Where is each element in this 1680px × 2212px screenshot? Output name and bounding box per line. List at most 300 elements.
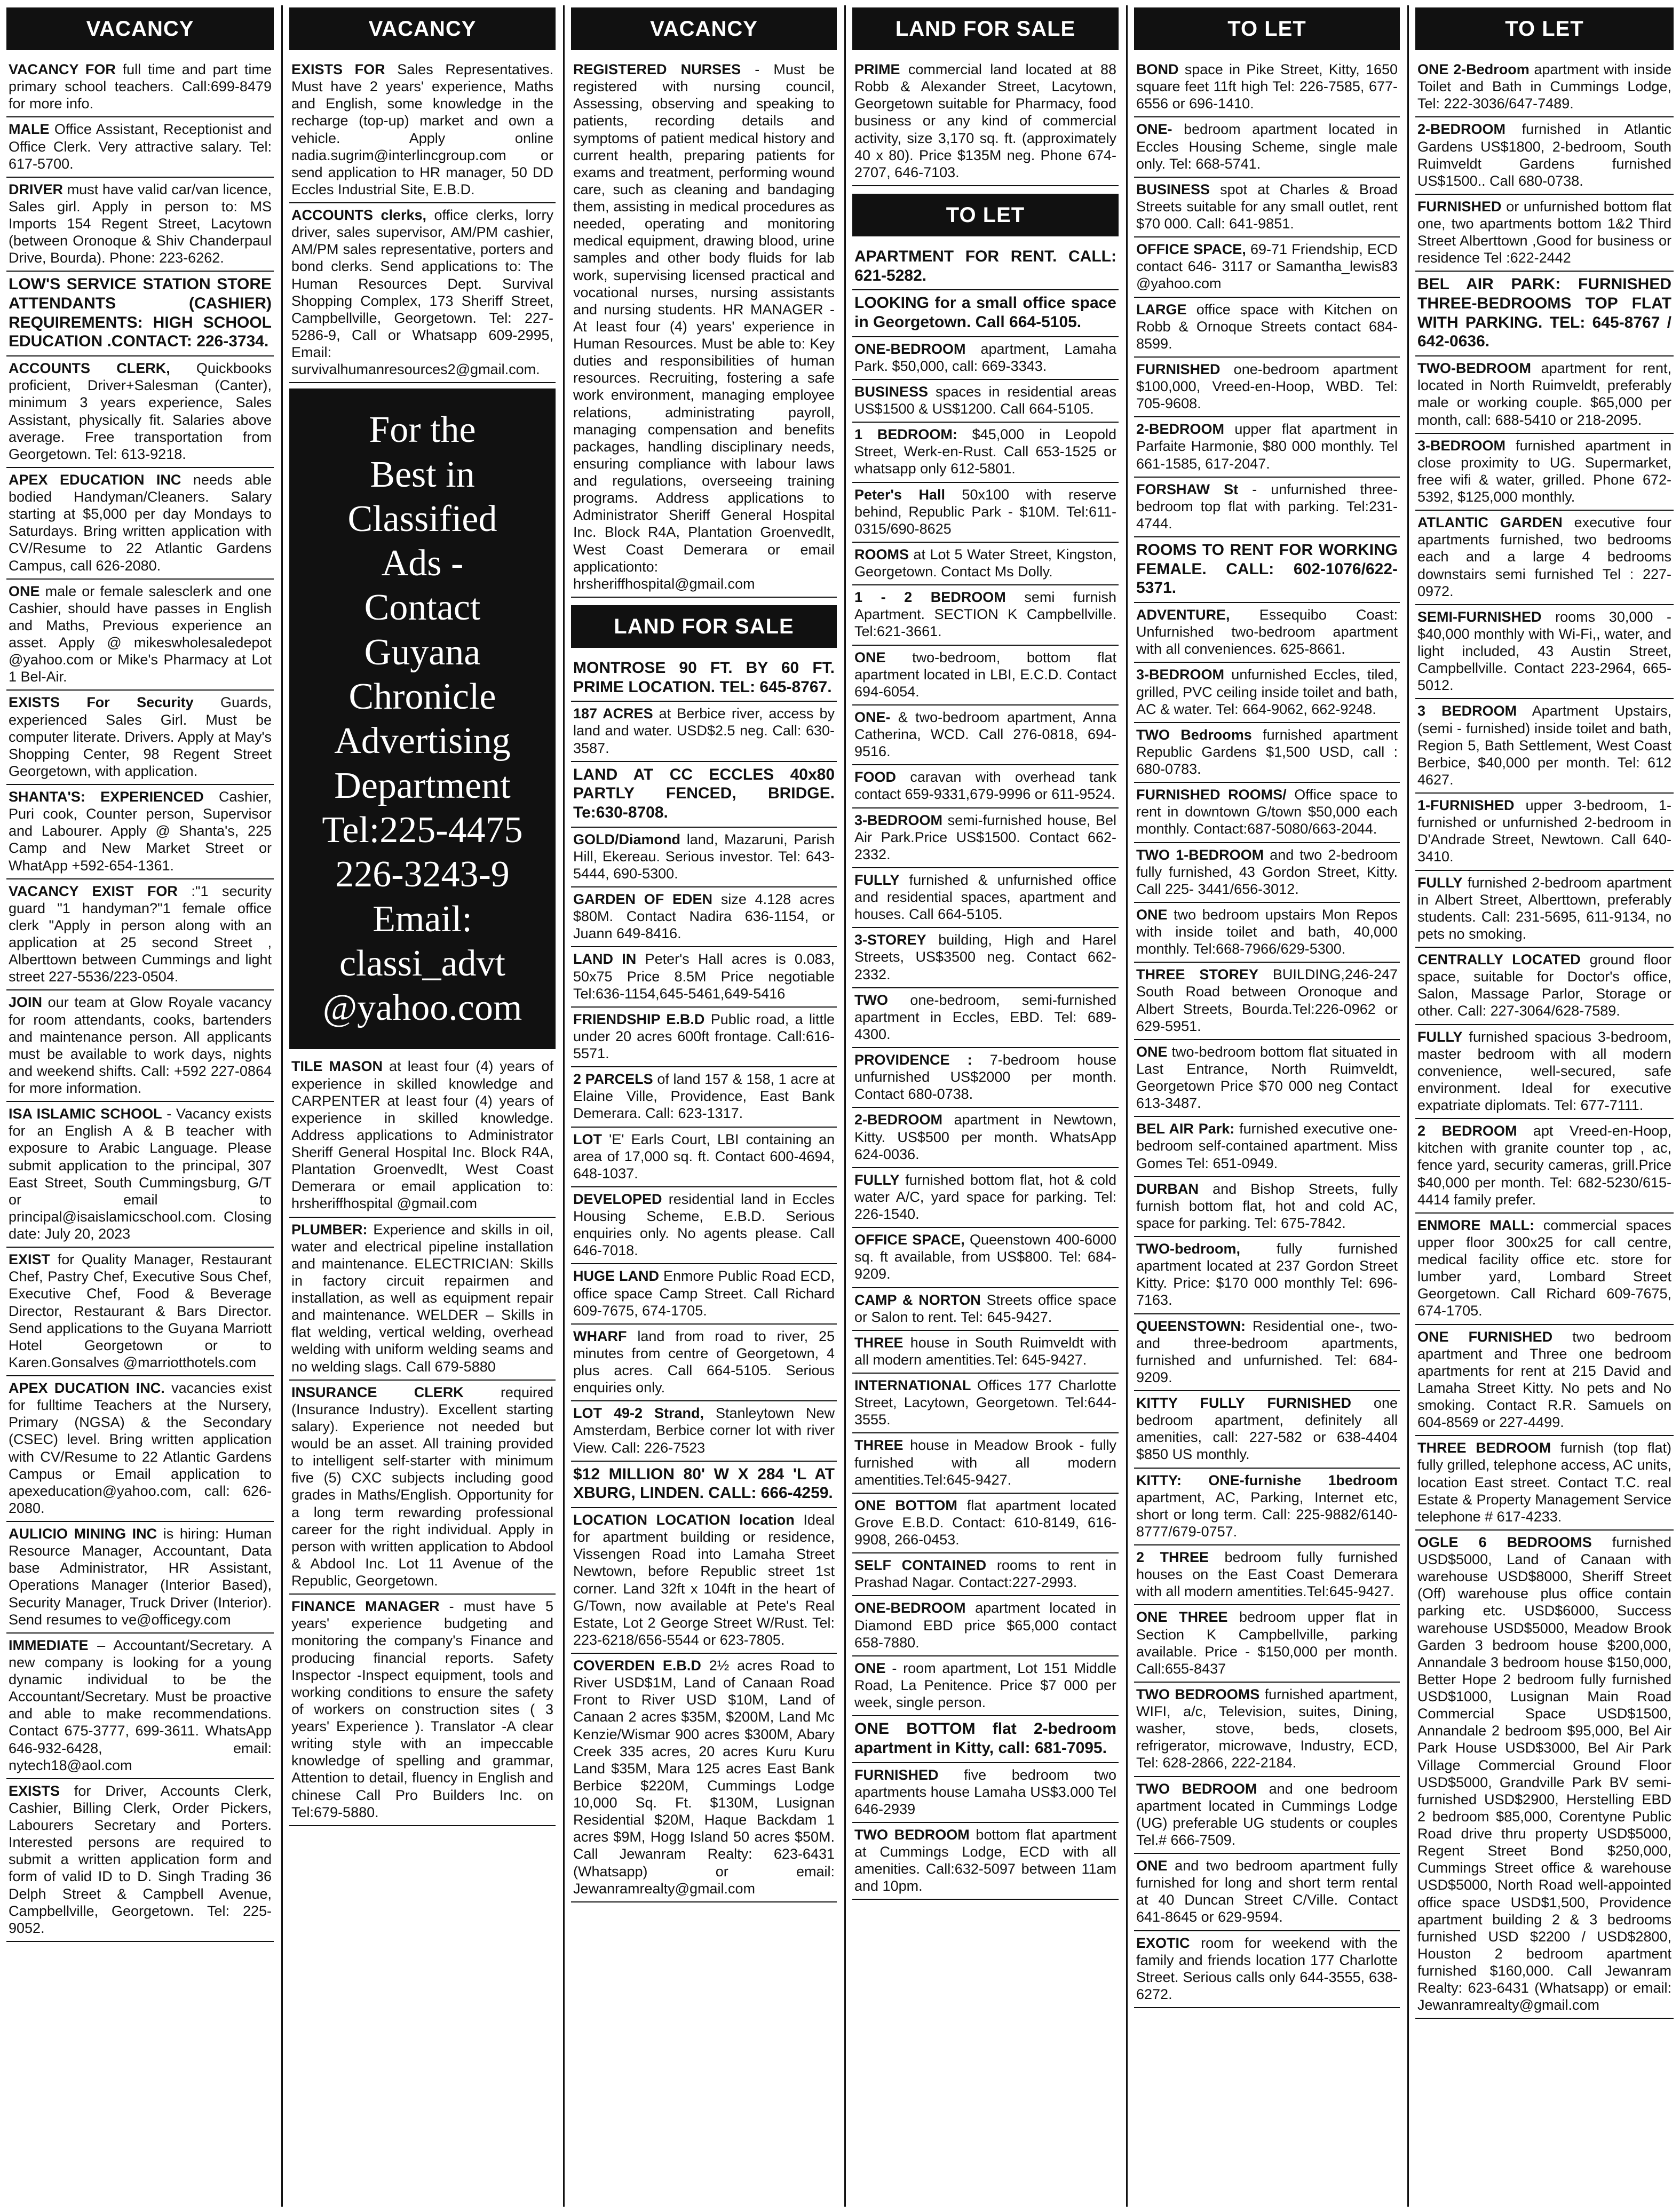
classified-ad <box>852 380 1119 423</box>
banner-line: Tel:225-4475 <box>322 809 523 851</box>
ad-lead: OFFICE SPACE, <box>854 1232 965 1248</box>
ad-lead: INSURANCE CLERK <box>291 1384 464 1400</box>
classified-ad <box>6 1102 274 1248</box>
banner-line: Contact <box>364 587 481 629</box>
ad-text: caravan with overhead tank contact 659-9331,679-9996 or 611-9524. <box>854 769 1116 803</box>
ad-text: furnished apartment in close proximity to UG. Supermarket, free wifi & water, grilled. Phone 672-5392, $125,000 monthly. <box>1417 437 1671 505</box>
ad-lead: FURNISHED ROOMS/ <box>1136 787 1287 803</box>
classified-ad <box>852 1553 1119 1596</box>
ad-lead: ONE FURNISHED <box>1417 1328 1553 1345</box>
classified-ad <box>852 928 1119 988</box>
banner-line: Guyana <box>364 631 481 673</box>
classified-ad <box>289 1381 556 1595</box>
section-header: VACANCY <box>571 7 837 50</box>
ad-text: spot at Charles & Broad Streets suitable for any small outlet, rent $70 000. Call: 641-9851. <box>1136 181 1398 232</box>
classified-ad <box>571 1508 837 1654</box>
ad-text: house in South Ruimveldt with all modern amentities.Tel: 645-9427. <box>854 1334 1116 1368</box>
ad-lead: ONE THREE <box>1136 1609 1228 1626</box>
classified-ad <box>1134 1683 1400 1777</box>
ad-lead: AULICIO MINING INC <box>9 1526 157 1542</box>
ad-lead: 2-BEDROOM <box>1136 421 1225 438</box>
classified-ad <box>6 691 274 785</box>
ad-text: building, High and Harel Streets, US$3500 neg. Contact 662-2332. <box>854 932 1116 982</box>
classified-ad <box>289 1595 556 1826</box>
ad-text: apartment located in Diamond EBD price $65,000 contact 658-7880. <box>854 1600 1116 1651</box>
ad-text: apartment, AC, Parking, Internet etc, short or long term. Call: 225-9882/6140-8777/679-0757. <box>1136 1489 1398 1540</box>
classified-ad <box>852 58 1119 186</box>
ad-lead: FULLY <box>1417 1028 1463 1045</box>
classified-ad <box>1415 1436 1674 1531</box>
ad-lead: INTERNATIONAL <box>854 1377 971 1393</box>
ad-text: - must have 5 years' experience budgeting and monitoring the company's Finance and producing financial reports. Safety Inspector -Inspect equipment, tools and working conditions to ensure the safety of workers on construction sites ( 3 years' Experience ). Translator -A clear writing style with an impeccable knowledge of spelling and grammar, Attention to detail, fluency in English and chinese Call Pro Builders Inc. on Tel:679-5880. <box>291 1598 553 1820</box>
classified-ad <box>1134 663 1400 723</box>
classified-ad <box>1134 358 1400 417</box>
ad-lead: EXISTS <box>9 1782 60 1799</box>
ad-lead: FULLY <box>854 1171 900 1188</box>
ad-list <box>852 244 1119 1900</box>
ad-lead: JOIN <box>9 994 43 1011</box>
ad-lead: VACANCY EXIST FOR <box>9 883 178 899</box>
ad-lead: FULLY <box>1417 874 1463 891</box>
ad-lead: $12 MILLION 80' W X 284 'L AT XBURG, LINDEN. CALL: 666-4259. <box>573 1465 835 1502</box>
ad-lead: ROOMS <box>854 546 909 562</box>
ad-lead: TWO BEDROOMS <box>1136 1686 1260 1702</box>
ad-lead: OFFICE SPACE, <box>1136 241 1246 258</box>
section-header: LAND FOR SALE <box>852 7 1119 50</box>
ad-text: furnished apartment, WIFI, a/c, Television, suites, Dining, washer, stove, beds, closets, refrigerator, microwave, Industry, ECD, Tel: 628-2866, 222-2184. <box>1136 1686 1398 1771</box>
ad-lead: TWO BEDROOM <box>854 1826 970 1843</box>
ad-text: furnished 2-bedroom apartment in Albert Street, Alberttown, preferably students. Call: 231-5695, 611-9134, no pets no smoking. <box>1417 874 1671 942</box>
ad-lead: FURNISHED <box>1136 361 1221 377</box>
ad-lead: TWO-bedroom, <box>1136 1241 1240 1257</box>
classified-ad <box>1134 1931 1400 2009</box>
ad-lead: ONE <box>854 1660 886 1676</box>
classified-ad <box>1134 58 1400 117</box>
ad-text: apartment in Newtown, Kitty. US$500 per month. WhatsApp 624-0036. <box>854 1112 1116 1162</box>
ad-text: apt Vreed-en-Hoop, kitchen with granite counter top , ac, fence yard, security cameras, grill.Price $40,000 per month. Tel: 682-5230/615-4414 family prefer. <box>1417 1123 1671 1208</box>
ad-lead: THREE BEDROOM <box>1417 1440 1551 1456</box>
ad-text: full time and part time primary school teachers. Call:699-8479 for more info. <box>9 61 272 112</box>
classified-ad <box>852 705 1119 765</box>
ad-lead: ROOMS TO RENT FOR WORKING FEMALE. CALL: 602-1076/622-5371. <box>1136 541 1398 597</box>
section-header: LAND FOR SALE <box>571 605 837 648</box>
ad-lead: ONE <box>1136 1043 1168 1060</box>
ad-text: furnished spacious 3-bedroom, master bedroom with all modern convenience, well-secured, safe environment. Ideal for executive expatriate diplomats. Tel: 677-7111. <box>1417 1028 1671 1113</box>
ad-lead: WHARF <box>573 1328 627 1344</box>
classified-ad <box>1415 356 1674 434</box>
ad-lead: LAND AT CC ECCLES 40x80 PARTLY FENCED, BRIDGE. Te:630-8708. <box>573 765 835 821</box>
section-header: TO LET <box>1415 7 1674 50</box>
banner-line: Chronicle <box>348 676 496 718</box>
ad-lead: 2 PARCELS <box>573 1071 653 1088</box>
classified-ad <box>1134 1605 1400 1683</box>
classified-ad <box>852 423 1119 482</box>
classified-ad <box>289 58 556 203</box>
ad-lead: IMMEDIATE <box>9 1637 89 1653</box>
ad-lead: ISA ISLAMIC SCHOOL <box>9 1106 162 1122</box>
ad-text: 'E' Earls Court, LBI containing an area of 17,000 sq. ft. Contact 600-4694, 648-1037. <box>573 1131 835 1182</box>
ad-text: executive four apartments furnished, two bedrooms each and a large 4 bedrooms downstairs semi furnished Tel : 227-0972. <box>1417 514 1671 599</box>
ad-lead: 2 THREE <box>1136 1549 1209 1566</box>
ad-lead: TWO-BEDROOM <box>1417 360 1531 377</box>
ad-text: bedroom fully furnished houses on the East Coast Demerara with all modern amentities.Tel:645-9427. <box>1136 1549 1398 1600</box>
classified-ad <box>1415 1325 1674 1437</box>
ad-text: of land 157 & 158, 1 acre at Elaine Ville, Providence, East Bank Demerara. Call: 623-1317. <box>573 1071 835 1122</box>
ad-text: semi furnish Apartment. SECTION K Campbellville. Tel:621-3661. <box>854 589 1117 640</box>
ad-text: land, Mazaruni, Parish Hill, Ekereau. Serious investor. Tel: 643-5444, 690-5300. <box>573 831 835 882</box>
ad-lead: ENMORE MALL: <box>1417 1217 1535 1233</box>
classified-ad <box>1415 1531 1674 2019</box>
ad-lead: ONE-BEDROOM <box>854 340 966 357</box>
classified-ad <box>852 988 1119 1048</box>
ad-lead: ONE <box>9 583 40 599</box>
ad-text: needs able bodied Handyman/Cleaners. Salary starting at $5,000 per day Mondays to Saturdays. Bring written application with CV/Resume to 22 Atlantic Gardens Campus, call 626-2080. <box>9 471 272 574</box>
ad-lead: GARDEN OF EDEN <box>573 891 713 908</box>
ad-text: five bedroom two apartments house Lamaha US$3.000 Tel 646-2939 <box>854 1766 1116 1817</box>
ad-lead: ACCOUNTS CLERK, <box>9 360 170 377</box>
ad-lead: PRIME <box>854 61 900 77</box>
ad-text: apartment with inside Toilet and Bath in Cummings Lodge, Tel: 222-3036/647-7489. <box>1417 61 1671 112</box>
ad-lead: THREE <box>854 1437 904 1454</box>
ad-lead: MONTROSE 90 FT. BY 60 FT. PRIME LOCATION. TEL: 645-8767. <box>573 659 835 696</box>
banner-line: Department <box>334 765 511 806</box>
classified-ad <box>1134 903 1400 963</box>
ad-text: space in Pike Street, Kitty, 1650 square feet 11ft high Tel: 226-7585, 677-6556 or 696-1410. <box>1136 61 1398 112</box>
classified-ad <box>1415 871 1674 948</box>
ad-text: apartment for rent, located in North Ruimveldt, preferably male or working couple. $65,000 per month, call: 688-5410 or 218-2095. <box>1417 360 1671 428</box>
ad-text: Stanleytown New Amsterdam, Berbice corner lot with river View. Call: 226-7523 <box>573 1405 835 1456</box>
ad-text: one-bedroom apartment $100,000, Vreed-en-Hoop, WBD. Tel: 705-9608. <box>1136 361 1398 412</box>
classified-ad <box>852 868 1119 928</box>
ad-text: or unfurnished bottom flat one, two apartments bottom 1&2 Third Street Alberttown ,Good for business or residence Tel :622-2442 <box>1417 198 1671 266</box>
ad-text: furnished executive one-bedroom self-contained apartment. Miss Gomes Tel: 651-0949. <box>1136 1121 1398 1171</box>
ad-lead: FULLY <box>854 871 900 888</box>
ad-list <box>1415 58 1674 2019</box>
ad-lead: LOCATION LOCATION location <box>573 1512 795 1528</box>
classified-ad <box>1415 58 1674 117</box>
ad-text: - Vacancy exists for an English A & B teacher with exposure to Arabic Language. Please submit application to the principal, 307 East Street, South Cummingsburg, G/T or email to principal@isaislamicschool.com. Closing date: July 20, 2023 <box>9 1106 272 1242</box>
ad-text: rooms to rent in Prashad Nagar. Contact:227-2993. <box>854 1557 1116 1591</box>
ad-lead: PLUMBER: <box>291 1221 368 1238</box>
ad-text: bedroom apartment located in Eccles Housing Scheme, single male only. Tel: 668-5741. <box>1136 121 1398 172</box>
ad-text: Queenstown 400-6000 sq. ft available, from US$800. Tel: 684-9209. <box>854 1232 1116 1282</box>
column-1 <box>0 0 280 2212</box>
column-2 <box>283 0 562 2212</box>
classified-ad <box>6 468 274 580</box>
ad-text: fully furnished apartment located at 237 Gordon Street Kitty. Price: $170 000 monthly Tel: 696-7163. <box>1136 1241 1398 1309</box>
ad-text: Offices 177 Charlotte Street, Lacytown, Georgetown. Tel:644-3555. <box>854 1377 1116 1428</box>
ad-lead: ONE-BEDROOM <box>854 1600 966 1616</box>
classified-ad <box>1134 117 1400 177</box>
ad-text: $45,000 in Leopold Street, Werk-en-Rust. Call 653-1525 or whatsapp only 612-5801. <box>854 426 1116 477</box>
ad-text: required (Insurance Industry). Excellent starting salary). Experience not needed but would be an asset. All training provided to intelligent self-starter with minimum five (5) CXC subjects including good grades in Maths/English. Opportunity for a long term rewarding professional career for the right individual. Apply in person with written application to Abdool & Abdool Inc. Lot 11 Avenue of the Republic, Georgetown. <box>291 1384 553 1589</box>
ad-text: at least four (4) years of experience in skilled knowledge and CARPENTER at least four (4) years of experience in skilled knowledge. Address applications to Administrator Sheriff General Hospital Inc. Block R4A, Plantation Groenvedlt, West Coast Demerara or email application to: hrsheriffhospital @gmail.com <box>291 1058 554 1212</box>
section-header: VACANCY <box>6 7 274 50</box>
classified-ad <box>6 785 274 879</box>
ad-lead: REGISTERED NURSES <box>573 61 741 77</box>
ad-lead: SHANTA'S: EXPERIENCED <box>9 789 204 805</box>
ad-text: and two 2-bedroom fully furnished, 43 Gordon Street, Kitty. Call 225- 3441/656-3012. <box>1136 846 1398 897</box>
classified-ad <box>6 117 274 177</box>
ad-text: for Quality Manager, Restaurant Chef, Pastry Chef, Executive Sous Chef, Executive Chef, Food & Beverage Director, Restaurant & Bars Director. Send applications to the Guyana Marriott Hotel Georgetown or to Karen.Gonsalves @marriotthotels.com <box>9 1251 272 1370</box>
ad-text: and one bedroom apartment located in Cummings Lodge (UG) preferable UG students or couples Tel.# 666-7509. <box>1136 1780 1398 1848</box>
classified-ad <box>571 1401 837 1461</box>
ad-text: Peter's Hall acres is 0.083, 50x75 Price 8.5M Price negotiable Tel:636-1154,645-5461,649-5416 <box>573 951 835 1002</box>
classified-ad <box>571 828 837 887</box>
classified-ad <box>852 290 1119 337</box>
ad-text: - room apartment, Lot 151 Middle Road, La Penitence. Price $7 000 per week, single person. <box>854 1660 1116 1710</box>
ad-text: land from road to river, 25 minutes from centre of Georgetown, 4 plus acres. Call 664-5105. Serious enquiries only. <box>573 1328 835 1396</box>
ad-text: flat apartment located Grove E.B.D. Contact: 610-8149, 616-9908, 266-0453. <box>854 1497 1116 1548</box>
ad-lead: ONE- <box>854 709 891 725</box>
ad-lead: PROVIDENCE : <box>854 1052 972 1068</box>
ad-text: furnished bottom flat, hot & cold water A/C, yard space for parking. Tel: 226-1540. <box>854 1171 1116 1222</box>
ad-list <box>6 58 274 1942</box>
ad-text: for Driver, Accounts Clerk, Cashier, Billing Clerk, Order Pickers, Labourers Secretary and Porters. Interested persons are required to submit a written application form and form of valid ID to D. Singh Trading 36 Delph Street & Campbell Avenue, Campbellville, Georgetown. Tel: 225-9052. <box>9 1782 272 1936</box>
banner-line: Email: <box>373 898 472 940</box>
ad-text: ground floor space, suitable for Doctor's office, Salon, Massage Parlor, Storage or other. Call: 227-3064/628-7589. <box>1417 952 1671 1019</box>
ad-text: two-bedroom, bottom flat apartment located in LBI, E.C.D. Contact 694-6054. <box>854 649 1116 700</box>
ad-text: Sales Representatives. Must have 2 years' experience, Maths and English, some knowledge in the recharge (top-up) market and own a vehicle. Apply online nadia.sugrim@interlincgroup.com or send application to HR manager, 50 DD Eccles Industrial Site, E.B.D. <box>291 61 553 197</box>
ad-lead: ONE <box>1136 906 1168 923</box>
ad-text: & two-bedroom apartment, Anna Catherina, WCD. Call 276-0818, 694-9516. <box>854 709 1116 760</box>
ad-lead: LOOKING for a small office space in Georgetown. Call 664-5105. <box>854 294 1116 331</box>
classified-ad <box>6 580 274 691</box>
classified-ad <box>1134 723 1400 783</box>
ad-lead: 2-BEDROOM <box>854 1112 943 1128</box>
classified-ad <box>571 1008 837 1067</box>
classified-ad <box>852 808 1119 868</box>
ad-lead: ONE 2-Bedroom <box>1417 61 1530 77</box>
ad-lead: CENTRALLY LOCATED <box>1417 952 1581 968</box>
ad-lead: OGLE 6 BEDROOMS <box>1417 1534 1592 1550</box>
ad-lead: ONE BOTTOM flat 2-bedroom apartment in Kitty, call: 681-7095. <box>854 1720 1116 1757</box>
classified-ad <box>1134 963 1400 1040</box>
ad-lead: EXISTS For Security <box>9 694 194 711</box>
classified-ad <box>289 203 556 383</box>
ad-text: upper 3-bedroom, 1-furnished or unfurnished 2-bedroom in D'Andrade Street, Newtown. Call 640-3410. <box>1417 797 1671 865</box>
classified-ad <box>1134 1391 1400 1469</box>
ad-lead: 3-STOREY <box>854 932 926 948</box>
classified-ad <box>1415 794 1674 871</box>
ad-lead: 1 - 2 BEDROOM <box>854 589 1006 606</box>
classified-ad <box>852 1168 1119 1228</box>
ad-text: spaces in residential areas US$1500 & US$1200. Call 664-5105. <box>854 383 1116 417</box>
ad-lead: 2-BEDROOM <box>1417 121 1506 138</box>
ad-lead: APEX DUCATION INC. <box>9 1380 165 1396</box>
ad-text: Apartment Upstairs, (semi - furnished) inside toilet and bath, Region 5, Bath Settlement, West Coast Berbice, $40,000 per month. Tel: 612 4627. <box>1417 703 1671 788</box>
ad-text: – Accountant/Secretary. A new company is looking for a young dynamic individual to be the Accountant/Secretary. Must be proactive and able to make recommendations. Contact 675-3777, 699-3611. WhatsApp 646-932-6428, email: nytech18@aol.com <box>9 1637 272 1773</box>
classified-ad <box>571 1187 837 1265</box>
ad-text: Enmore Public Road ECD, office space Camp Street. Call Richard 609-7675, 674-1705. <box>573 1268 835 1319</box>
classified-ad <box>1134 1545 1400 1605</box>
ad-lead: KITTY FULLY FURNISHED <box>1136 1395 1351 1412</box>
classified-ad <box>1415 511 1674 605</box>
ad-text: BUILDING,246-247 South Road between Oronoque and Albert Streets, Bourda.Tel:226-0962 or 629-5951. <box>1136 966 1398 1034</box>
ad-text: one-bedroom, semi-furnished apartment in Eccles, EBD. Tel: 689-4300. <box>854 992 1116 1042</box>
section-header: TO LET <box>852 194 1119 236</box>
classified-ad <box>571 947 837 1007</box>
ad-lead: FOOD <box>854 769 896 786</box>
ad-text: furnished apartment Republic Gardens $1,500 USD, call : 680-0783. <box>1136 726 1398 778</box>
ad-text: Streets office space or Salon to rent. Tel: 645-9427. <box>854 1291 1116 1325</box>
ad-text: Residential one-, two- and three-bedroom apartments, furnished and unfurnished. Tel: 684-9209. <box>1136 1318 1398 1385</box>
ad-lead: TWO <box>854 992 888 1008</box>
ad-text: male or female salesclerk and one Cashier, should have passes in English and Maths, Previous experience an asset. Apply @ mikeswholesaledepot @yahoo.com or Mike's Pharmacy at Lot 1 Bel-Air. <box>9 583 272 685</box>
classified-ad <box>571 1067 837 1127</box>
column-5 <box>1128 0 1406 2212</box>
ad-text: commercial spaces upper floor 300x25 for call centre, medical facility office etc. store for lumber yard, Lombard Street Georgetown. Call Richard 609-7675, 674-1705. <box>1417 1217 1671 1319</box>
ad-lead: FURNISHED <box>1417 198 1502 215</box>
classified-ad <box>1415 699 1674 794</box>
ad-text: Public road, a little under 20 acres 600ft frontage. Call:616-5571. <box>573 1011 835 1062</box>
classified-ad <box>852 1374 1119 1433</box>
classified-ad <box>1134 1777 1400 1854</box>
ad-text: furnished in Atlantic Gardens US$1800, 2-bedroom, South Ruimveldt Gardens furnished US$1500.. Call 680-0738. <box>1417 121 1671 189</box>
classified-ad <box>571 762 837 828</box>
classified-ad <box>1415 1214 1674 1325</box>
ad-lead: DEVELOPED <box>573 1191 662 1207</box>
classified-ad <box>1415 1025 1674 1120</box>
classified-ad <box>6 58 274 117</box>
classified-ad <box>852 1494 1119 1553</box>
classified-ad <box>571 1264 837 1324</box>
classified-ad <box>1134 1177 1400 1237</box>
classified-ad <box>571 1462 837 1508</box>
ad-text: furnished USD$5000, Land of Canaan with warehouse USD$8000, Sheriff Street (Off) warehouse plus office contain parking etc. USD$6000, Success warehouse USD$5000, Meadow Brook Garden 3 bedroom house $200,000, Annandale 3 bedroom house $150,000, Better Hope 2 bedroom fully furnished USD$1000, Lusignan Main Road Commercial Space USD$1500, Annandale 2 bedroom $95,000, Bel Air Park House USD$3000, Bel Air Park Village Commercial Ground Floor USD$5000, Grandville Park BV semi-furnished USD$2900, Herstelling EBD 2 bedroom $85,000, Corentyne Public Road drive thru property USD$5000, Regent Street Bond $250,000, Cummings Street office & warehouse USD$5000, North Road well-appointed office space USD$1,500, Providence apartment building 2 & 3 bedrooms furnished USD $2200 / USD$2800, Houston 2 bedroom apartment furnished $160,000. Call Jewanram Realty: 623-6431 (Whatsapp) or email: Jewanramrealty@gmail.com <box>1417 1534 1671 2013</box>
ad-text: commercial land located at 88 Robb & Alexander Street, Lacytown, Georgetown suitable for Pharmacy, food business or any kind of commercial activity, size 3,170 sq. ft. (approximately 40 x 80). Price $135M neg. Phone 674-2707, 646-7103. <box>854 61 1116 180</box>
classified-ad <box>6 1634 274 1779</box>
classified-ad <box>1134 537 1400 603</box>
ad-text: two bedroom apartment and Three one bedroom apartments for rent at 215 David and Lamaha Street Kitty. No pets and No smoking. Contact R.R. Samuels on 604-8569 or 227-4499. <box>1417 1328 1671 1431</box>
ad-text: is hiring: Human Resource Manager, Accountant, Data base Administrator, HR Assistant, Operations Manager (Interior Based), Security Manager, Truck Driver (Interior). Send resumes to ve@officegy.com <box>9 1526 272 1628</box>
classified-ad <box>852 1288 1119 1331</box>
classified-ad <box>1415 434 1674 511</box>
ad-lead: 1-FURNISHED <box>1417 797 1515 813</box>
ad-list <box>1134 58 1400 2008</box>
ad-text: Experience and skills in oil, water and electrical pipeline installation and maintenance. ELECTRICIAN: Skills in factory circuit repairmen and installation, as well as equipment repair and maintenance. WELDER – Skills in flat welding, vertical welding, overhead welding with uniform welding seams and no welding slags. Call 679-5880 <box>291 1221 553 1375</box>
ad-text: Guards, experienced Sales Girl. Must be computer literate. Drivers. Apply at May's Shopping Center, 98 Regent Street Georgetown, with application. <box>9 694 272 779</box>
ad-list <box>289 58 556 383</box>
classified-ad <box>6 1522 274 1634</box>
ad-lead: CAMP & NORTON <box>854 1291 981 1308</box>
ad-text: one bedroom apartment, definitely all amenities, call: 227-582 or 638-4404 $850 US monthly. <box>1136 1395 1398 1463</box>
ad-lead: SEMI-FURNISHED <box>1417 608 1542 625</box>
ad-lead: GOLD/Diamond <box>573 831 680 847</box>
ad-text: furnish (top flat) fully grilled, telephone access, AC units, location East street. Contact T.C. real Estate & Property Management Service telephone # 617-4233. <box>1417 1440 1671 1525</box>
ad-lead: LAND IN <box>573 951 637 968</box>
ad-text: two-bedroom bottom flat situated in Last Entrance, North Ruimveldt, Georgetown Price $70 000 neg Contact 613-3487. <box>1136 1043 1398 1112</box>
classified-ad <box>852 646 1119 705</box>
ad-lead: TWO Bedrooms <box>1136 726 1252 743</box>
ad-lead: ACCOUNTS clerks, <box>291 207 427 223</box>
section-header: TO LET <box>1134 7 1400 50</box>
ad-text: - unfurnished three-bedroom top flat with parking. Tel:231-4744. <box>1136 481 1398 532</box>
ad-text: 7-bedroom house unfurnished US$2000 per month. Contact 680-0738. <box>854 1052 1116 1103</box>
classified-ad <box>6 356 274 468</box>
classified-ad <box>1415 1119 1674 1214</box>
classified-ad <box>852 1108 1119 1168</box>
ad-text: - Must be registered with nursing council, Assessing, observing and speaking to patients, recording details and symptoms of patient medical history and current health, preparing patients for exams and treatment, performing wound care, such as cleaning and bandaging them, assisting in medical procedures as needed, operating and monitoring medical equipment, drawing blood, urine samples and other body fluids for lab work, supervising licensed practical and vocational nurses, nursing assistants and nursing students. HR MANAGER - At least four (4) years' experience in Human Resources. Must be able to: Key duties and responsibilities of human resources. Recruiting, fostering a safe work environment, managing employee relations, administrating payroll, managing compensation and benefits packages, handling disciplinary needs, ensuring compliance with labour laws and regulations, overseeing training programs. Address applications to Administrator Sheriff General Hospital Inc. Block R4A, Plantation Groenvedlt, West Coast Demerara or email applicationto: hrsheriffhospital@gmail.com <box>573 61 835 592</box>
ad-lead: MALE <box>9 121 50 138</box>
classified-ad <box>852 543 1119 585</box>
ad-list <box>852 58 1119 186</box>
ad-text: furnished & unfurnished office and residential spaces, apartment and houses. Call 664-5105. <box>854 871 1116 923</box>
ad-text: bedroom upper flat in Section K Campbellville, parking available. Price - $150,000 per month. Call:655-8437 <box>1136 1609 1398 1677</box>
classified-ad <box>852 1716 1119 1763</box>
classified-ad <box>1415 195 1674 272</box>
ad-lead: LOW'S SERVICE STATION STORE ATTENDANTS (CASHIER) REQUIREMENTS: HIGH SCHOOL EDUCATION .CONTACT: 226-3734. <box>9 275 272 351</box>
ad-lead: FORSHAW St <box>1136 481 1239 497</box>
classified-ad <box>852 765 1119 808</box>
column-6 <box>1409 0 1680 2212</box>
classified-ad <box>852 244 1119 290</box>
section-header: VACANCY <box>289 7 556 50</box>
banner-line: Best in <box>370 454 475 495</box>
classified-ad <box>571 702 837 762</box>
ad-lead: LOT <box>573 1131 602 1147</box>
ad-lead: ONE <box>1136 1858 1168 1874</box>
classified-ad <box>1415 948 1674 1025</box>
ad-lead: BOND <box>1136 61 1179 77</box>
ad-lead: KITTY: ONE-furnishe 1bedroom <box>1136 1472 1398 1488</box>
ad-text: :"1 security guard "1 handyman?"1 female office clerk "Apply in person along with an application at 25 second Street , Alberttown between Cummings and light street 227-5536/223-0504. <box>9 883 272 985</box>
classified-ad <box>571 887 837 947</box>
ad-lead: 3-BEDROOM <box>1417 437 1506 454</box>
ad-list <box>571 58 837 598</box>
ad-lead: 1 BEDROOM: <box>854 426 957 443</box>
ad-list <box>571 655 837 1902</box>
classified-ad <box>6 879 274 991</box>
classified-ad <box>852 337 1119 380</box>
classified-ad <box>1134 237 1400 297</box>
classified-ad <box>852 1823 1119 1900</box>
classified-ad <box>1134 1117 1400 1177</box>
ad-lead: 3-BEDROOM <box>1136 667 1225 683</box>
ad-text: residential land in Eccles Housing Scheme, E.B.D. Serious enquiries only. No agents please. Call 646-7018. <box>573 1191 835 1259</box>
ad-lead: BEL AIR PARK: FURNISHED THREE-BEDROOMS TOP FLAT WITH PARKING. TEL: 645-8767 / 642-0636. <box>1417 275 1671 351</box>
ad-text: 2½ acres Road to River USD$1M, Land of Canaan Road Front to River USD $10M, Land of Canaan 2 acres $35M, $200M, Land Mc Kenzie/Wismar 900 acres $300M, Abary Creek 335 acres, 20 acres Kuru Kuru Land $35M, Mara 125 acres East Bank Berbice $220M, Cummings Lodge 10,000 Sq. Ft. $130M, Lusignan Residential $20M, Haque Backdam 1 acres $9M, Hogg Island 50 acres $50M. Call Jewanram Realty: 623-6431 (Whatsapp) or email: Jewanramrealty@gmail.com <box>573 1658 835 1897</box>
ad-text: size 4.128 acres $80M. Contact Nadira 636-1154, or Juann 649-8416. <box>573 891 835 942</box>
ad-lead: FINANCE MANAGER <box>291 1598 440 1615</box>
ad-lead: FURNISHED <box>854 1766 939 1783</box>
classified-ad <box>852 585 1119 645</box>
classified-ad <box>1134 1314 1400 1392</box>
classified-ad <box>571 1325 837 1402</box>
ad-lead: THREE <box>854 1334 904 1351</box>
classified-ad <box>1134 417 1400 477</box>
classified-ad <box>1134 298 1400 358</box>
classified-ad <box>1134 478 1400 537</box>
ad-text: office clerks, lorry driver, sales supervisor, AM/PM cashier, AM/PM sales representative, porters and bond clerks. Send applications to: The Human Resources Dept. Survival Shopping Complex, 173 Sheriff Street, Campbellville, Georgetown. Tel: 227-5286-9, Call or Whatsapp 609-2995, Email: survivalhumanresources2@gmail.com. <box>291 207 553 378</box>
ad-lead: ONE BOTTOM <box>854 1497 957 1513</box>
ad-lead: EXISTS FOR <box>291 61 385 77</box>
banner-line: Advertising <box>334 720 511 762</box>
classified-ad <box>6 178 274 272</box>
classified-ad <box>1415 117 1674 195</box>
classified-ad <box>1134 1237 1400 1314</box>
classified-ad <box>6 1248 274 1376</box>
classified-ad <box>852 1331 1119 1374</box>
ad-text: our team at Glow Royale vacancy for room attendants, cooks, bartenders and maintenance person. All applicants must be available to work days, nights and weekend shifts. Call: +592 227-0864 for more information. <box>9 994 272 1096</box>
classified-ad <box>6 1376 274 1522</box>
ad-list <box>289 1055 556 1826</box>
banner-line: Ads - <box>381 543 464 584</box>
banner-line: classi_advt <box>339 942 506 984</box>
ad-lead: ONE- <box>1136 121 1172 138</box>
ad-lead: EXOTIC <box>1136 1934 1190 1951</box>
classified-ad <box>852 1048 1119 1108</box>
